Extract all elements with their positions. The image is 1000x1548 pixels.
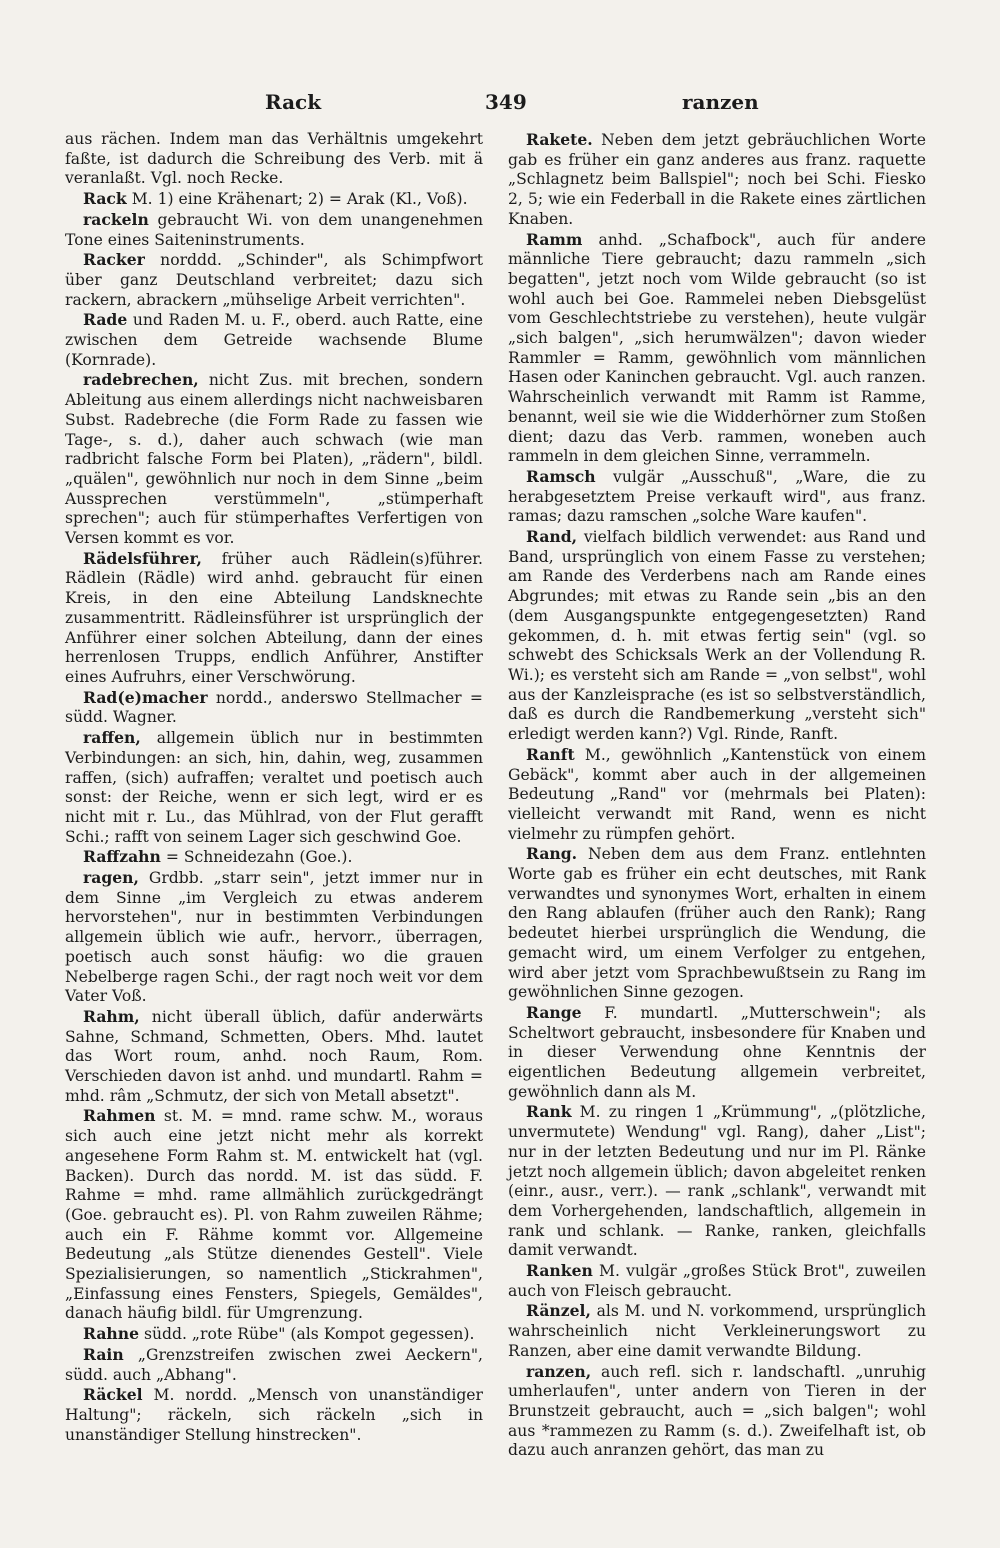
dictionary-entry [65,1007,483,1107]
entry-headword: Racker [83,250,145,270]
entry-text: M., gewöhnlich „Kantenstück von einem Gebäck", kommt aber auch in der allgemeinen Bedeutung „Rand" vor (mehrmals bei Platen): vielleicht verwandt mit Rand, wenn es nicht vielmehr zu rümpfen gehört. [508,745,926,843]
entry-text: südd. „rote Rübe" (als Kompot gegessen). [139,1325,475,1344]
entry-headword: ranzen, [526,1361,592,1381]
entry-headword: Rang. [526,844,578,864]
entry-headword: Rank [526,1102,572,1122]
dictionary-entry [65,210,483,250]
dictionary-entry [65,130,483,189]
entry-headword: Räckel [83,1385,143,1405]
dictionary-entry [508,467,926,527]
entry-headword: radebrechen, [83,370,199,390]
running-header [65,90,935,120]
dictionary-entry [508,1301,926,1361]
header-left-catchword: Rack [265,90,322,114]
dictionary-entry [65,370,483,548]
entry-headword: Rack [83,189,127,209]
entry-text: nordd., anderswo Stellmacher = südd. Wagner. [65,688,483,727]
dictionary-entry [65,1345,483,1385]
entry-text: M. vulgär „großes Stück Brot", zuweilen auch von Fleisch gebraucht. [508,1262,926,1300]
dictionary-entry [508,745,926,845]
entry-headword: Ranken [526,1261,593,1281]
entry-text: anhd. „Schafbock", auch für andere männliche Tiere gebraucht; dazu rammeln „sich begatten", jetzt noch vom Wilde gebraucht (so ist wohl auch bei Goe. Rammelei neben Diebsgelüst vom Geschlechtstriebe zu verstehen), heute vulgär „sich balgen", „sich herumwälzen"; davon wieder Rammler = Ramm, gewöhnlich vom männlichen Hasen oder Kaninchen gebraucht. Vgl. auch ranzen. Wahrscheinlich verwandt mit Ramm ist Ramme, benannt, weil sie wie die Widderhörner zum Stoßen dient; dazu das Verb. rammen, woneben auch rammeln in dem gleichen Sinne, verrammeln. [508,230,926,466]
dictionary-entry [508,130,926,230]
dictionary-entry [508,527,926,745]
dictionary-entry [65,1385,483,1445]
entry-text: Grdbb. „starr sein", jetzt immer nur in dem Sinne „im Vergleich zu etwas anderem hervorstehen", nur in bestimmten Verbindungen allgemein üblich wie aufr., hervorr., überragen, poetisch auch sonst häufig: wo die grauen Nebelberge ragen Schi., der ragt noch weit vor dem Vater Voß. [65,869,483,1006]
dictionary-entry [508,1261,926,1301]
dictionary-entry [65,189,483,210]
dictionary-entry [65,250,483,310]
entry-headword: rackeln [83,209,149,229]
entry-text: gebraucht Wi. von dem unangenehmen Tone eines Saiteninstruments. [65,210,483,249]
entry-headword: Rand, [526,527,578,547]
page-number: 349 [485,90,527,114]
entry-text: vulgär „Ausschuß", „Ware, die zu herabgesetztem Preise verkauft wird", aus franz. ramas; dazu ramschen „solche Ware kaufen". [508,467,926,526]
entry-headword: raffen, [83,728,141,748]
entry-text: norddd. „Schinder", als Schimpfwort über ganz Deutschland verbreitet; dazu sich rackern, abrackern „mühselige Arbeit verrichten". [65,251,483,309]
entry-headword: Rädelsführer, [83,548,202,568]
entry-headword: Ränzel, [526,1301,591,1321]
entry-text: Neben dem jetzt gebräuchlichen Worte gab es früher ein ganz anderes aus franz. raquette „Schlagnetz beim Ballspiel"; noch bei Schi. Fiesko 2, 5; wie ein Federball in die Rakete eines zärtlichen Knaben. [508,131,926,228]
entry-text: M. nordd. „Mensch von unanständiger Haltung"; räckeln, sich räckeln „sich in unanständiger Stellung hinstrecken". [65,1386,483,1444]
dictionary-entry [65,868,483,1007]
entry-headword: Rakete. [526,130,593,149]
entry-headword: Rain [83,1344,124,1364]
entry-text: Neben dem aus dem Franz. entlehnten Worte gab es früher ein echt deutsches, mit Rank verwandtes und synonymes Wort, erhalten in einem den Rang ablaufen (früher auch den Rank); Rang bedeutet hierbei ursprünglich die Wendung, die gemacht wird, um einem Verfolger zu entgehen, wird aber jetzt vom Sprachbewußtsein zu Rang im gewöhnlichen Sinne gezogen. [508,845,926,1002]
entry-text: F. mundartl. „Mutterschwein"; als Scheltwort gebraucht, insbesondere für Knaben und in dieser Verwendung ohne Kenntnis der eigentlichen Bedeutung allgemein verbreitet, gewöhnlich dann als M. [508,1003,926,1101]
dictionary-entry [65,549,483,688]
entry-headword: Range [526,1002,582,1022]
dictionary-entry [508,844,926,1003]
entry-headword: Rahne [83,1324,140,1344]
right-column [508,130,926,1461]
entry-headword: Raffzahn [83,847,161,867]
entry-text: „Grenzstreifen zwischen zwei Aeckern", südd. auch „Abhang". [65,1345,483,1384]
entry-headword: Rad(e)macher [83,687,208,707]
entry-headword: Rahm, [83,1006,140,1026]
dictionary-entry [65,310,483,370]
dictionary-entry [65,847,483,868]
dictionary-entry [65,1324,483,1345]
entry-headword: Rahmen [83,1106,156,1126]
entry-text: st. M. = mnd. rame schw. M., woraus sich auch eine jetzt nicht mehr als korrekt angesehene Form Rahm st. M. entwickelt hat (vgl. Backen). Durch das nordd. M. ist das südd. F. Rahme = mhd. rame allmählich zurückgedrängt (Goe. gebraucht es). Pl. von Rahm zuweilen Rähme; auch ein F. Rähme kommt vor. Allgemeine Bedeutung „als Stütze dienendes Gestell". Viele Spezialisierungen, so namentlich „Stickrahmen", „Einfassung eines Fensters, Spiegels, Gemäldes", danach häufig bildl. für Umgrenzung. [65,1107,483,1323]
dictionary-entry [508,230,926,467]
dictionary-entry [508,1102,926,1261]
entry-headword: Ramm [526,229,583,249]
entry-headword: ragen, [83,868,139,888]
entry-text: als M. und N. vorkommend, ursprünglich wahrscheinlich nicht Verkleinerungswort zu Ranzen, aber eine damit verwandte Bildung. [508,1302,926,1360]
dictionary-entry [65,688,483,728]
dictionary-entry [508,1362,926,1462]
entry-text: und Raden M. u. F., oberd. auch Ratte, eine zwischen dem Getreide wachsende Blume (Kornrade). [65,311,483,369]
entry-text: M. 1) eine Krähenart; 2) = Arak (Kl., Voß). [126,190,468,209]
entry-text: früher auch Rädlein(s)führer. Rädlein (Rädle) wird anhd. gebraucht für einen Kreis, in den eine Abteilung Landsknechte zusammentritt. Rädleinsführer ist ursprünglich der Anführer einer solchen Abteilung, dann der eines herrenlosen Trupps, endlich Anführer, Anstifter eines Aufruhrs, einer Verschwörung. [65,549,483,686]
entry-text: = Schneidezahn (Goe.). [160,848,353,867]
dictionary-entry [65,1106,483,1324]
entry-text: M. zu ringen 1 „Krümmung", „(plötzliche, unvermutete) Wendung" vgl. Rang), daher „List"; nur in der letzten Bedeutung und nur im Pl. Ränke jetzt noch allgemein üblich; davon abgeleitet renken (einr., ausr., verr.). — rank „schlank", verwandt mit dem Vorhergehenden, landschaftlich, allgemein in rank und schlank. — Ranke, ranken, gleichfalls damit verwandt. [508,1103,926,1260]
left-column [65,130,483,1445]
entry-text: allgemein üblich nur in bestimmten Verbindungen: an sich, hin, dahin, weg, zusammen raffen, (sich) aufraffen; veraltet und poetisch auch sonst: der Reiche, wenn er sich legt, wird er es nicht mit r. Lu., das Mühlrad, von der Flut gerafft Schi.; rafft von seinem Lager sich geschwind Goe. [65,729,483,846]
entry-headword: Ranft [526,744,575,764]
entry-text: nicht überall üblich, dafür anderwärts Sahne, Schmand, Schmetten, Obers. Mhd. lautet das Wort roum, anhd. noch Raum, Rom. Verschieden davon ist anhd. und mundartl. Rahm = mhd. râm „Schmutz, der sich von Metall absetzt". [65,1007,483,1105]
entry-text: auch refl. sich r. landschaftl. „unruhig umherlaufen", unter andern von Tieren in der Brunstzeit gebraucht, auch = „sich balgen"; wohl aus *rammezen zu Ramm (s. d.). Zweifelhaft ist, ob dazu auch anranzen gehört, das man zu [508,1362,926,1460]
entry-text: nicht Zus. mit brechen, sondern Ableitung aus einem allerdings nicht nachweisbaren Subst. Radebreche (die Form Rade zu fassen wie Tage-, s. d.), daher auch schwach (wie man radbricht falsche Form bei Platen), „rädern", bildl. „quälen", gewöhnlich nur noch in dem Sinne „beim Aussprechen verstümmeln", „stümperhaft sprechen"; auch für stümperhaftes Verfertigen von Versen kommt es vor. [65,371,483,548]
entry-headword: Ramsch [526,466,596,486]
entry-text: aus rächen. Indem man das Verhältnis umgekehrt faßte, ist dadurch die Schreibung des Verb. mit ä veranlaßt. Vgl. noch Recke. [65,130,483,188]
dictionary-entry [508,1003,926,1103]
entry-text: vielfach bildlich verwendet: aus Rand und Band, ursprünglich von einem Fasse zu verstehen; am Rande des Verderbens nach am Rande eines Abgrundes; mit etwas zu Rande sein „bis an den (dem Ausgangspunkte entgegengesetzten) Rand gekommen, d. h. mit etwas fertig sein" (vgl. so schwebt des Schicksals Werk an der Vollendung R. Wi.); es versteht sich am Rande = „von selbst", wohl aus der Kanzleisprache (es ist so selbstverständlich, daß es durch die Randbemerkung „versteht sich" erledigt werden kann?) Vgl. Rinde, Ranft. [508,528,926,744]
header-right-catchword: ranzen [682,90,759,114]
entry-headword: Rade [83,310,128,330]
dictionary-entry [65,728,483,847]
